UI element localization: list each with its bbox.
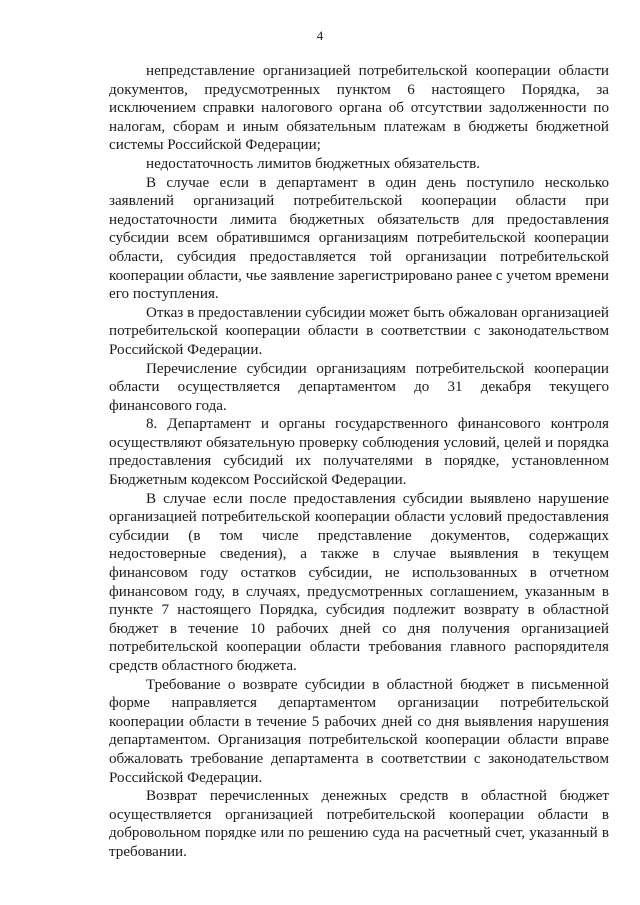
paragraph-documents-not-submitted: непредставление организацией потребительской кооперации области документов, предусмотренных пунктом 6 настоящего Порядка, за исключением справки налогового органа об отсутствии задолженности по налогам, сборам и иным обязательным платежам в бюджеты бюджетной системы Российской Федерации; xyxy=(109,63,609,154)
page-number: 4 xyxy=(316,28,324,43)
document-body xyxy=(109,62,609,862)
paragraph-refusal-appeal: Отказ в предоставлении субсидии может быть обжалован организацией потребительской кооперации области в соответствии с законодательством Российской Федерации. xyxy=(109,304,609,358)
paragraph-subsidy-transfer: Перечисление субсидии организациям потребительской кооперации области осуществляется департаментом до 31 декабря текущего финансового года. xyxy=(109,360,609,414)
paragraph-violation-return: В случае если после предоставления субсидии выявлено нарушение организацией потребительской кооперации области условий предоставления субсидии (в том числе представление документов, содержащих недостоверные сведения), а также в случае выявления в текущем финансовом году остатков субсидии, не использованных в отчетном финансовом году, в случаях, предусмотренных соглашением, указанным в пункте 7 настоящего Порядка, субсидия подлежит возврату в областной бюджет в течение 10 рабочих дней со дня получения организацией потребительской кооперации области требования главного распорядителя средств областного бюджета. xyxy=(109,490,609,674)
paragraph-multiple-applications: В случае если в департамент в один день поступило несколько заявлений организаций потребительской кооперации области при недостаточности лимита бюджетных обязательств для предоставления субсидии всем обратившимся организациям потребительской кооперации области, субсидия предоставляется той организации потребительской кооперации области, чье заявление зарегистрировано ранее с учетом времени его поступления. xyxy=(109,174,609,303)
paragraph-funds-return: Возврат перечисленных денежных средств в областной бюджет осуществляется организацией потребительской кооперации области в добровольном порядке или по решению суда на расчетный счет, указанный в требовании. xyxy=(109,788,609,860)
paragraph-insufficient-limits: недостаточность лимитов бюджетных обязательств. xyxy=(146,155,481,172)
paragraph-section-8-control: 8. Департамент и органы государственного финансового контроля осуществляют обязательную проверку соблюдения условий, целей и порядка предоставления субсидий их получателями в порядке, установленном Бюджетным кодексом Российской Федерации. xyxy=(109,416,609,489)
paragraph-return-demand: Требование о возврате субсидии в областной бюджет в письменной форме направляется департаментом организации потребительской кооперации области в течение 5 рабочих дней со дня выявления нарушения департаментом. Организация потребительской кооперации области вправе обжаловать требование департамента в соответствии с законодательством Российской Федерации. xyxy=(109,676,609,786)
